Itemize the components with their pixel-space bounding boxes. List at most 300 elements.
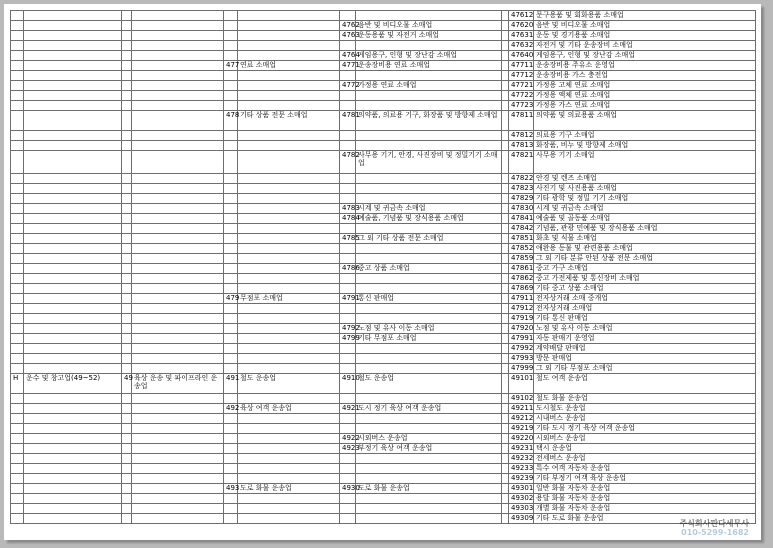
section-name bbox=[24, 404, 122, 414]
spacer-cell bbox=[502, 11, 509, 21]
division-name bbox=[132, 444, 224, 454]
group-code bbox=[224, 151, 238, 174]
class-name bbox=[356, 504, 502, 514]
table-row bbox=[11, 174, 756, 184]
subclass-name: 기타 도로 화물 운송업 bbox=[534, 514, 756, 524]
class-code bbox=[340, 464, 356, 474]
division-code bbox=[122, 494, 132, 504]
section-code bbox=[11, 214, 24, 224]
document-page bbox=[4, 4, 761, 540]
class-code: 4763 bbox=[340, 31, 356, 41]
group-code bbox=[224, 131, 238, 141]
group-code bbox=[224, 51, 238, 61]
class-name: 부정기 육상 여객 운송업 bbox=[356, 444, 502, 454]
table-row bbox=[11, 284, 756, 294]
spacer-cell bbox=[502, 264, 509, 274]
section-code bbox=[11, 354, 24, 364]
section-name bbox=[24, 141, 122, 151]
group-code bbox=[224, 284, 238, 294]
table-row bbox=[11, 194, 756, 204]
division-name bbox=[132, 204, 224, 214]
class-code bbox=[340, 41, 356, 51]
division-code bbox=[122, 504, 132, 514]
group-code bbox=[224, 464, 238, 474]
table-row bbox=[11, 334, 756, 344]
division-code bbox=[122, 484, 132, 494]
table-row bbox=[11, 454, 756, 464]
class-code: 4791 bbox=[340, 294, 356, 304]
section-code bbox=[11, 504, 24, 514]
division-code bbox=[122, 274, 132, 284]
group-code bbox=[224, 224, 238, 234]
section-code bbox=[11, 494, 24, 504]
spacer-cell bbox=[502, 141, 509, 151]
group-code bbox=[224, 31, 238, 41]
group-name: 무점포 소매업 bbox=[238, 294, 340, 304]
class-code bbox=[340, 254, 356, 264]
subclass-code: 47612 bbox=[509, 11, 534, 21]
section-name bbox=[24, 424, 122, 434]
subclass-code: 49302 bbox=[509, 494, 534, 504]
section-name bbox=[24, 304, 122, 314]
group-code: 493 bbox=[224, 484, 238, 494]
section-name bbox=[24, 244, 122, 254]
subclass-name: 가정용 가스 연료 소매업 bbox=[534, 101, 756, 111]
group-code bbox=[224, 454, 238, 464]
group-code bbox=[224, 344, 238, 354]
division-name bbox=[132, 244, 224, 254]
division-code bbox=[122, 304, 132, 314]
table-row bbox=[11, 111, 756, 131]
subclass-code: 47813 bbox=[509, 141, 534, 151]
group-name bbox=[238, 434, 340, 444]
class-code bbox=[340, 344, 356, 354]
group-code bbox=[224, 71, 238, 81]
division-code bbox=[122, 424, 132, 434]
spacer-cell bbox=[502, 444, 509, 454]
division-code bbox=[122, 151, 132, 174]
group-code bbox=[224, 514, 238, 524]
division-name bbox=[132, 284, 224, 294]
group-code bbox=[224, 91, 238, 101]
section-name bbox=[24, 194, 122, 204]
section-code bbox=[11, 304, 24, 314]
subclass-name: 중고 가구 소매업 bbox=[534, 264, 756, 274]
section-name bbox=[24, 434, 122, 444]
class-name bbox=[356, 354, 502, 364]
class-code: 4922 bbox=[340, 434, 356, 444]
group-code bbox=[224, 354, 238, 364]
table-row bbox=[11, 324, 756, 334]
group-code bbox=[224, 174, 238, 184]
subclass-name: 도시철도 운송업 bbox=[534, 404, 756, 414]
subclass-name: 자동 판매기 운영업 bbox=[534, 334, 756, 344]
section-code bbox=[11, 194, 24, 204]
division-name bbox=[132, 254, 224, 264]
table-row bbox=[11, 404, 756, 414]
group-name bbox=[238, 264, 340, 274]
section-name bbox=[24, 414, 122, 424]
group-name bbox=[238, 514, 340, 524]
group-code bbox=[224, 204, 238, 214]
spacer-cell bbox=[502, 244, 509, 254]
group-name bbox=[238, 334, 340, 344]
subclass-name: 가정용 고체 연료 소매업 bbox=[534, 81, 756, 91]
division-code bbox=[122, 71, 132, 81]
class-name: 운동용품 및 자전거 소매업 bbox=[356, 31, 502, 41]
table-row bbox=[11, 274, 756, 284]
class-name: 그 외 기타 상품 전문 소매업 bbox=[356, 234, 502, 244]
table-row bbox=[11, 484, 756, 494]
subclass-name: 화초 및 식물 소매업 bbox=[534, 234, 756, 244]
group-code bbox=[224, 324, 238, 334]
division-name bbox=[132, 31, 224, 41]
section-code bbox=[11, 414, 24, 424]
division-name bbox=[132, 214, 224, 224]
group-name bbox=[238, 364, 340, 374]
spacer-cell bbox=[502, 101, 509, 111]
subclass-name: 의약품 및 의료용품 소매업 bbox=[534, 111, 756, 131]
division-name bbox=[132, 264, 224, 274]
group-name bbox=[238, 444, 340, 454]
subclass-name: 시내버스 운송업 bbox=[534, 414, 756, 424]
class-name bbox=[356, 514, 502, 524]
group-code bbox=[224, 424, 238, 434]
subclass-code: 47632 bbox=[509, 41, 534, 51]
division-name bbox=[132, 151, 224, 174]
division-code bbox=[122, 414, 132, 424]
division-name bbox=[132, 434, 224, 444]
section-name bbox=[24, 344, 122, 354]
division-name bbox=[132, 344, 224, 354]
group-code bbox=[224, 41, 238, 51]
division-name bbox=[132, 91, 224, 101]
division-code bbox=[122, 434, 132, 444]
table-row bbox=[11, 374, 756, 394]
group-code: 492 bbox=[224, 404, 238, 414]
spacer-cell bbox=[502, 434, 509, 444]
section-name bbox=[24, 314, 122, 324]
subclass-name: 전자상거래 소매업 bbox=[534, 304, 756, 314]
section-code bbox=[11, 254, 24, 264]
section-name bbox=[24, 224, 122, 234]
class-code bbox=[340, 364, 356, 374]
section-code: H bbox=[11, 374, 24, 394]
class-code bbox=[340, 184, 356, 194]
table-row bbox=[11, 204, 756, 214]
section-name bbox=[24, 324, 122, 334]
subclass-name: 용달 화물 자동차 운송업 bbox=[534, 494, 756, 504]
spacer-cell bbox=[502, 454, 509, 464]
spacer-cell bbox=[502, 194, 509, 204]
section-code bbox=[11, 444, 24, 454]
class-name: 시외버스 운송업 bbox=[356, 434, 502, 444]
division-code bbox=[122, 444, 132, 454]
section-code bbox=[11, 61, 24, 71]
division-name bbox=[132, 504, 224, 514]
group-code bbox=[224, 314, 238, 324]
division-name bbox=[132, 464, 224, 474]
division-code bbox=[122, 314, 132, 324]
subclass-code: 47920 bbox=[509, 324, 534, 334]
subclass-code: 49231 bbox=[509, 444, 534, 454]
subclass-name: 기타 도시 정기 육상 여객 운송업 bbox=[534, 424, 756, 434]
subclass-code: 49101 bbox=[509, 374, 534, 394]
subclass-code: 49102 bbox=[509, 394, 534, 404]
group-code bbox=[224, 444, 238, 454]
section-name bbox=[24, 454, 122, 464]
group-code bbox=[224, 334, 238, 344]
group-code: 477 bbox=[224, 61, 238, 71]
class-code: 4781 bbox=[340, 111, 356, 131]
division-code bbox=[122, 454, 132, 464]
division-name bbox=[132, 71, 224, 81]
class-name: 철도 운송업 bbox=[356, 374, 502, 394]
group-code bbox=[224, 194, 238, 204]
subclass-code: 49233 bbox=[509, 464, 534, 474]
group-name bbox=[238, 101, 340, 111]
group-name bbox=[238, 344, 340, 354]
logo-phone: 010-5299-1682 bbox=[681, 528, 749, 537]
group-code bbox=[224, 184, 238, 194]
table-row bbox=[11, 314, 756, 324]
class-code: 4921 bbox=[340, 404, 356, 414]
division-name bbox=[132, 61, 224, 71]
subclass-name: 일반 화물 자동차 운송업 bbox=[534, 484, 756, 494]
division-name bbox=[132, 324, 224, 334]
group-name bbox=[238, 304, 340, 314]
division-name bbox=[132, 81, 224, 91]
section-name bbox=[24, 131, 122, 141]
subclass-name: 가정용 액체 연료 소매업 bbox=[534, 91, 756, 101]
section-name bbox=[24, 274, 122, 284]
subclass-code: 47822 bbox=[509, 174, 534, 184]
section-code bbox=[11, 274, 24, 284]
division-name bbox=[132, 131, 224, 141]
spacer-cell bbox=[502, 464, 509, 474]
class-code bbox=[340, 71, 356, 81]
section-code bbox=[11, 264, 24, 274]
class-code: 4784 bbox=[340, 214, 356, 224]
section-name bbox=[24, 151, 122, 174]
table-row bbox=[11, 444, 756, 454]
spacer-cell bbox=[502, 71, 509, 81]
subclass-code: 49212 bbox=[509, 414, 534, 424]
subclass-name: 음반 및 비디오물 소매업 bbox=[534, 21, 756, 31]
subclass-name: 개별 화물 자동차 운송업 bbox=[534, 504, 756, 514]
group-code: 491 bbox=[224, 374, 238, 394]
class-code bbox=[340, 314, 356, 324]
class-code bbox=[340, 494, 356, 504]
subclass-code: 47992 bbox=[509, 344, 534, 354]
spacer-cell bbox=[502, 374, 509, 394]
section-name bbox=[24, 444, 122, 454]
group-code bbox=[224, 364, 238, 374]
group-code bbox=[224, 414, 238, 424]
subclass-name: 그 외 기타 분류 안된 상품 전문 소매업 bbox=[534, 254, 756, 264]
subclass-name: 운동 및 경기용품 소매업 bbox=[534, 31, 756, 41]
spacer-cell bbox=[502, 174, 509, 184]
class-name: 노점 및 유사 이동 소매업 bbox=[356, 324, 502, 334]
division-name bbox=[132, 414, 224, 424]
group-code bbox=[224, 81, 238, 91]
class-code: 4764 bbox=[340, 51, 356, 61]
section-code bbox=[11, 41, 24, 51]
class-name: 가정용 연료 소매업 bbox=[356, 81, 502, 91]
class-code: 4782 bbox=[340, 151, 356, 174]
division-code bbox=[122, 474, 132, 484]
class-name: 시계 및 귀금속 소매업 bbox=[356, 204, 502, 214]
class-name: 의약품, 의료용 기구, 화장품 및 방향제 소매업 bbox=[356, 111, 502, 131]
group-name bbox=[238, 11, 340, 21]
table-row bbox=[11, 304, 756, 314]
subclass-code: 47919 bbox=[509, 314, 534, 324]
group-name bbox=[238, 284, 340, 294]
table-row bbox=[11, 131, 756, 141]
class-name: 운송장비용 연료 소매업 bbox=[356, 61, 502, 71]
table-row bbox=[11, 254, 756, 264]
division-code bbox=[122, 131, 132, 141]
spacer-cell bbox=[502, 111, 509, 131]
division-name bbox=[132, 394, 224, 404]
class-name bbox=[356, 224, 502, 234]
class-code bbox=[340, 101, 356, 111]
spacer-cell bbox=[502, 224, 509, 234]
section-name bbox=[24, 51, 122, 61]
section-name bbox=[24, 21, 122, 31]
subclass-name: 운송장비용 주유소 운영업 bbox=[534, 61, 756, 71]
class-name bbox=[356, 314, 502, 324]
spacer-cell bbox=[502, 424, 509, 434]
table-row bbox=[11, 264, 756, 274]
subclass-code: 47912 bbox=[509, 304, 534, 314]
spacer-cell bbox=[502, 284, 509, 294]
class-code bbox=[340, 424, 356, 434]
class-code bbox=[340, 224, 356, 234]
division-code bbox=[122, 41, 132, 51]
subclass-name: 전자상거래 소매 중개업 bbox=[534, 294, 756, 304]
section-name bbox=[24, 204, 122, 214]
section-name bbox=[24, 41, 122, 51]
class-name bbox=[356, 174, 502, 184]
section-code bbox=[11, 284, 24, 294]
section-name bbox=[24, 474, 122, 484]
subclass-name: 철도 화물 운송업 bbox=[534, 394, 756, 404]
section-code bbox=[11, 294, 24, 304]
section-name bbox=[24, 81, 122, 91]
division-name: 육상 운송 및 파이프라인 운송업 bbox=[132, 374, 224, 394]
spacer-cell bbox=[502, 234, 509, 244]
table-row bbox=[11, 151, 756, 174]
section-code bbox=[11, 454, 24, 464]
section-name bbox=[24, 184, 122, 194]
group-code bbox=[224, 474, 238, 484]
section-code bbox=[11, 484, 24, 494]
subclass-code: 47640 bbox=[509, 51, 534, 61]
class-name bbox=[356, 274, 502, 284]
division-code bbox=[122, 254, 132, 264]
class-code bbox=[340, 454, 356, 464]
group-code bbox=[224, 244, 238, 254]
class-code bbox=[340, 394, 356, 404]
division-name bbox=[132, 494, 224, 504]
class-code bbox=[340, 474, 356, 484]
subclass-code: 49220 bbox=[509, 434, 534, 444]
subclass-name: 사진기 및 사진용품 소매업 bbox=[534, 184, 756, 194]
group-name bbox=[238, 324, 340, 334]
subclass-code: 47841 bbox=[509, 214, 534, 224]
section-code bbox=[11, 334, 24, 344]
class-name bbox=[356, 254, 502, 264]
subclass-name: 기타 부정기 여객 육상 운송업 bbox=[534, 474, 756, 484]
section-name: 운수 및 창고업(49~52) bbox=[24, 374, 122, 394]
section-code bbox=[11, 314, 24, 324]
group-name bbox=[238, 254, 340, 264]
class-code bbox=[340, 354, 356, 364]
group-code bbox=[224, 21, 238, 31]
group-code bbox=[224, 394, 238, 404]
subclass-code: 47812 bbox=[509, 131, 534, 141]
division-name bbox=[132, 404, 224, 414]
class-name bbox=[356, 101, 502, 111]
division-name bbox=[132, 234, 224, 244]
division-code bbox=[122, 51, 132, 61]
division-name bbox=[132, 274, 224, 284]
section-code bbox=[11, 11, 24, 21]
division-code bbox=[122, 224, 132, 234]
table-row bbox=[11, 464, 756, 474]
group-name bbox=[238, 424, 340, 434]
group-name bbox=[238, 131, 340, 141]
subclass-name: 기타 광학 및 정밀 기기 소매업 bbox=[534, 194, 756, 204]
class-name bbox=[356, 424, 502, 434]
group-name bbox=[238, 414, 340, 424]
division-name bbox=[132, 174, 224, 184]
class-name bbox=[356, 284, 502, 294]
class-name bbox=[356, 464, 502, 474]
subclass-name: 기념품, 관광 민예품 및 장식용품 소매업 bbox=[534, 224, 756, 234]
division-name bbox=[132, 364, 224, 374]
class-name bbox=[356, 474, 502, 484]
group-name bbox=[238, 354, 340, 364]
section-code bbox=[11, 404, 24, 414]
class-code bbox=[340, 514, 356, 524]
spacer-cell bbox=[502, 184, 509, 194]
section-name bbox=[24, 254, 122, 264]
section-code bbox=[11, 224, 24, 234]
group-name bbox=[238, 141, 340, 151]
section-name bbox=[24, 504, 122, 514]
division-code bbox=[122, 31, 132, 41]
group-name bbox=[238, 91, 340, 101]
division-code bbox=[122, 394, 132, 404]
subclass-code: 47991 bbox=[509, 334, 534, 344]
subclass-code: 47851 bbox=[509, 234, 534, 244]
section-name bbox=[24, 464, 122, 474]
subclass-code: 47911 bbox=[509, 294, 534, 304]
table-row bbox=[11, 414, 756, 424]
section-code bbox=[11, 514, 24, 524]
class-name: 통신 판매업 bbox=[356, 294, 502, 304]
subclass-name: 안경 및 렌즈 소매업 bbox=[534, 174, 756, 184]
class-code bbox=[340, 131, 356, 141]
group-name bbox=[238, 194, 340, 204]
subclass-code: 47859 bbox=[509, 254, 534, 264]
class-name: 음반 및 비디오물 소매업 bbox=[356, 21, 502, 31]
table-row bbox=[11, 41, 756, 51]
subclass-name: 게임용구, 인형 및 장난감 소매업 bbox=[534, 51, 756, 61]
division-code bbox=[122, 81, 132, 91]
